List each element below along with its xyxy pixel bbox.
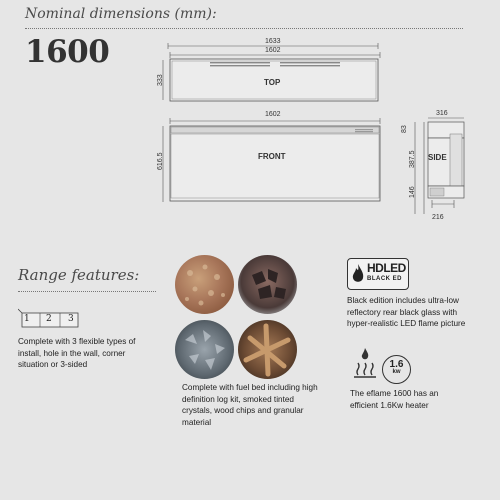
heater-text: The eflame 1600 has an efficient 1.6Kw heater (350, 389, 439, 410)
top-body-width: 1602 (265, 47, 281, 54)
front-height: 616.5 (157, 152, 164, 170)
black-edition-label: BLACK ED (367, 276, 402, 282)
log-kit-image (238, 320, 297, 379)
top-view-drawing (160, 40, 390, 106)
model-number: 1600 (25, 34, 110, 70)
front-width: 1602 (265, 111, 281, 118)
side-top-height: 83 (401, 125, 408, 133)
top-overall-width: 1633 (265, 38, 281, 45)
granular-material-image (238, 255, 297, 314)
side-view-label: SIDE (428, 153, 447, 162)
black-edition-text: Black edition includes ultra-low reflectory rear black glass with hyper-realistic LED flame picture (347, 296, 466, 328)
install-number-2: 2 (46, 314, 52, 324)
install-number-3: 3 (68, 314, 74, 324)
side-top-depth: 316 (436, 110, 448, 117)
heater-icon (352, 347, 378, 379)
install-types-text: Complete with 3 flexible types of install, hole in the wall, corner situation or 3-sided (18, 337, 136, 369)
side-view-drawing (410, 112, 470, 224)
heater-unit: kw (392, 369, 401, 375)
top-view-label: TOP (264, 78, 281, 87)
top-depth: 333 (157, 74, 164, 86)
tinted-crystals-image (175, 320, 234, 379)
front-view-drawing (160, 116, 390, 206)
heater-rating-badge (382, 355, 411, 384)
side-bottom-depth: 216 (432, 214, 444, 221)
flame-icon (350, 262, 366, 286)
dimensions-section-title: Nominal dimensions (mm): (25, 6, 217, 22)
heater-value: 1.6 (389, 359, 404, 370)
wood-chips-image (175, 255, 234, 314)
install-number-1: 1 (24, 314, 30, 324)
range-features-title: Range features: (18, 266, 140, 284)
side-glass-height: 387.5 (409, 150, 416, 168)
side-base-height: 146 (409, 186, 416, 198)
header-divider (25, 28, 463, 29)
front-view-label: FRONT (258, 152, 286, 161)
fuel-bed-text: Complete with fuel bed including high definition log kit, smoked tinted crystals, wood chips and granular material (182, 383, 318, 427)
hdled-label: HDLED (367, 261, 406, 275)
install-types-icon (18, 308, 80, 332)
features-divider (18, 291, 156, 292)
hdled-badge (347, 258, 409, 290)
